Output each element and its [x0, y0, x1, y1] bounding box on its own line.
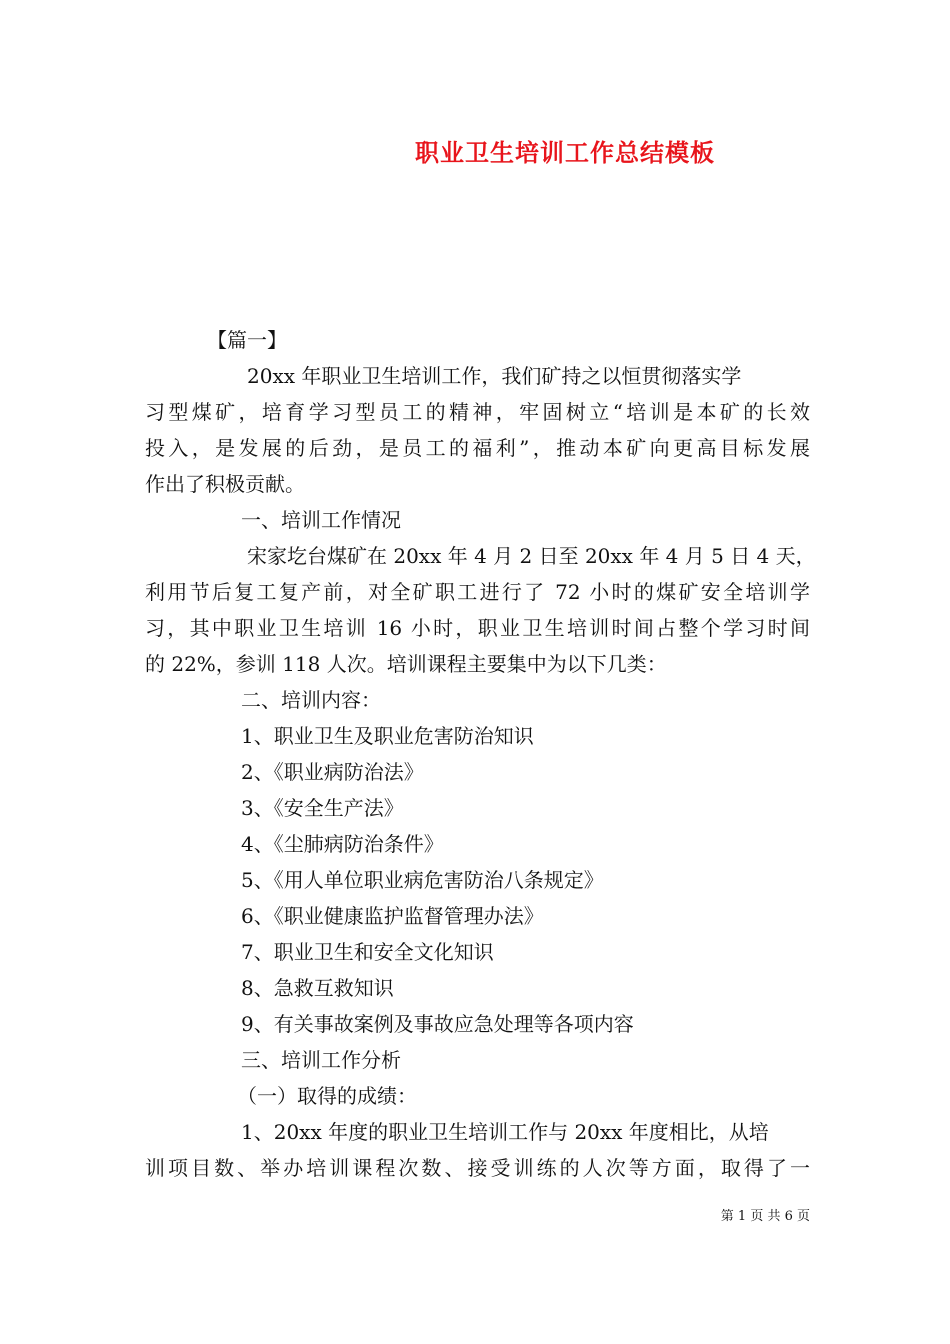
content-item-6: 6、《职业健康监护监督管理办法》: [241, 904, 544, 928]
situation-line-1: 宋家圪台煤矿在 20xx 年 4 月 2 日至 20xx 年 4 月 5 日 4 天，: [247, 544, 816, 568]
content-item-8: 8、急救互救知识: [241, 976, 394, 1000]
situation-line-2: 利用节后复工复产前，对全矿职工进行了 72 小时的煤矿安全培训学: [145, 580, 810, 604]
intro-line-4: 作出了积极贡献。: [145, 472, 305, 496]
content-item-2: 2、《职业病防治法》: [241, 760, 424, 784]
intro-line-2: 习型煤矿，培育学习型员工的精神，牢固树立“培训是本矿的长效: [145, 400, 810, 424]
achievement-line-2: 训项目数、举办培训课程次数、接受训练的人次等方面，取得了一: [145, 1156, 810, 1180]
subheading-achievements: （一）取得的成绩：: [237, 1084, 417, 1108]
document-title: 职业卫生培训工作总结模板: [415, 138, 715, 167]
situation-line-4: 的 22%，参训 118 人次。培训课程主要集中为以下几类：: [145, 652, 667, 676]
content-item-7: 7、职业卫生和安全文化知识: [241, 940, 494, 964]
intro-line-3: 投入，是发展的后劲，是员工的福利”，推动本矿向更高目标发展: [145, 436, 810, 460]
section-tag: 【篇一】: [207, 328, 287, 352]
page-footer: 第 1 页 共 6 页: [720, 1209, 810, 1224]
heading-training-content: 二、培训内容：: [241, 688, 381, 712]
document-body: [145, 322, 816, 1186]
heading-training-situation: 一、培训工作情况: [241, 508, 401, 532]
content-item-3: 3、《安全生产法》: [241, 796, 404, 820]
content-item-5: 5、《用人单位职业病危害防治八条规定》: [241, 868, 604, 892]
content-item-9: 9、有关事故案例及事故应急处理等各项内容: [241, 1012, 634, 1036]
content-item-1: 1、职业卫生及职业危害防治知识: [241, 724, 534, 748]
situation-line-3: 习，其中职业卫生培训 16 小时，职业卫生培训时间占整个学习时间: [145, 616, 810, 640]
intro-line-1: 20xx 年职业卫生培训工作，我们矿持之以恒贯彻落实学: [247, 364, 742, 388]
achievement-line-1: 1、20xx 年度的职业卫生培训工作与 20xx 年度相比，从培: [241, 1120, 769, 1144]
content-item-4: 4、《尘肺病防治条件》: [241, 832, 444, 856]
heading-training-analysis: 三、培训工作分析: [241, 1048, 401, 1072]
